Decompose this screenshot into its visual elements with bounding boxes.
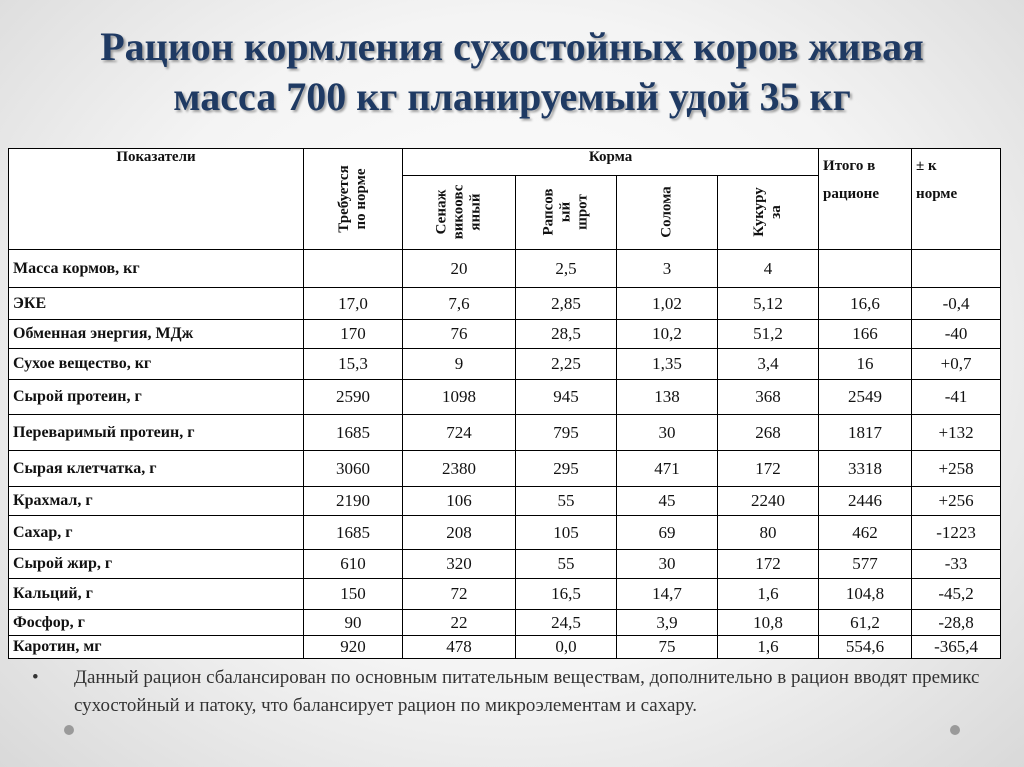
- row-label: Сырой протеин, г: [9, 380, 304, 415]
- cell-feed-1: 724: [403, 415, 516, 451]
- row-label: Фосфор, г: [9, 610, 304, 636]
- cell-feed-1: 1098: [403, 380, 516, 415]
- table-row: [9, 415, 1001, 451]
- cell-required: 610: [304, 550, 403, 579]
- cell-feed-4: 2240: [718, 487, 819, 516]
- cell-feed-2: 55: [516, 550, 617, 579]
- summary-text: Данный рацион сбалансирован по основным питательным веществам, дополнительно в рацион вводят премикс сухостойный и патоку, что балансирует рацион по микроэлементам и сахару.: [74, 667, 980, 716]
- row-label: Сухое вещество, кг: [9, 349, 304, 380]
- cell-total: 16: [819, 349, 912, 380]
- cell-required: 15,3: [304, 349, 403, 380]
- nav-dot-right[interactable]: [950, 725, 960, 735]
- table-row: [9, 451, 1001, 487]
- table-row: [9, 288, 1001, 320]
- cell-feed-2: 2,25: [516, 349, 617, 380]
- cell-feed-3: 1,35: [617, 349, 718, 380]
- cell-total: 61,2: [819, 610, 912, 636]
- cell-feed-2: 295: [516, 451, 617, 487]
- table-row: [9, 579, 1001, 610]
- cell-feed-3: 3: [617, 250, 718, 288]
- cell-total: 462: [819, 516, 912, 550]
- row-label: Сырая клетчатка, г: [9, 451, 304, 487]
- table-row: [9, 320, 1001, 349]
- cell-diff: +256: [912, 487, 1001, 516]
- cell-feed-2: 105: [516, 516, 617, 550]
- cell-diff: -41: [912, 380, 1001, 415]
- cell-feed-4: 3,4: [718, 349, 819, 380]
- table-row: [9, 487, 1001, 516]
- cell-required: 1685: [304, 516, 403, 550]
- cell-feed-3: 45: [617, 487, 718, 516]
- cell-feed-1: 2380: [403, 451, 516, 487]
- header-total: Итого в рационе: [819, 149, 912, 250]
- table-row: [9, 636, 1001, 659]
- cell-feed-1: 320: [403, 550, 516, 579]
- cell-feed-4: 172: [718, 451, 819, 487]
- cell-feed-3: 30: [617, 550, 718, 579]
- cell-feed-1: 72: [403, 579, 516, 610]
- cell-required: 150: [304, 579, 403, 610]
- cell-diff: +0,7: [912, 349, 1001, 380]
- row-label: Сырой жир, г: [9, 550, 304, 579]
- cell-feed-1: 22: [403, 610, 516, 636]
- cell-diff: -28,8: [912, 610, 1001, 636]
- cell-feed-2: 28,5: [516, 320, 617, 349]
- cell-feed-4: 1,6: [718, 579, 819, 610]
- cell-feed-2: 795: [516, 415, 617, 451]
- cell-feed-2: 945: [516, 380, 617, 415]
- ration-table: [8, 148, 1001, 659]
- table-row: [9, 250, 1001, 288]
- cell-feed-2: 2,85: [516, 288, 617, 320]
- cell-feed-4: 268: [718, 415, 819, 451]
- cell-required: 1685: [304, 415, 403, 451]
- cell-diff: +132: [912, 415, 1001, 451]
- cell-feed-1: 76: [403, 320, 516, 349]
- cell-total: 2549: [819, 380, 912, 415]
- table-row: [9, 349, 1001, 380]
- row-label: Масса кормов, кг: [9, 250, 304, 288]
- cell-total: 1817: [819, 415, 912, 451]
- title-line-1: Рацион кормления сухостойных коров живая: [100, 24, 924, 69]
- cell-feed-4: 5,12: [718, 288, 819, 320]
- cell-feed-4: 1,6: [718, 636, 819, 659]
- table-row: [9, 610, 1001, 636]
- cell-diff: [912, 250, 1001, 288]
- cell-feed-3: 69: [617, 516, 718, 550]
- cell-diff: -0,4: [912, 288, 1001, 320]
- cell-diff: -45,2: [912, 579, 1001, 610]
- row-label: Обменная энергия, МДж: [9, 320, 304, 349]
- header-feed-4: Кукуру за: [718, 175, 819, 249]
- cell-diff: -40: [912, 320, 1001, 349]
- cell-feed-3: 3,9: [617, 610, 718, 636]
- row-label: Кальций, г: [9, 579, 304, 610]
- header-feed-3: Солома: [617, 175, 718, 249]
- cell-feed-4: 172: [718, 550, 819, 579]
- nav-dot-left[interactable]: [64, 725, 74, 735]
- row-label: Крахмал, г: [9, 487, 304, 516]
- cell-feed-1: 7,6: [403, 288, 516, 320]
- cell-feed-4: 10,8: [718, 610, 819, 636]
- header-feed-1: Сенаж викоовс яный: [403, 175, 516, 249]
- cell-feed-2: 0,0: [516, 636, 617, 659]
- cell-required: 170: [304, 320, 403, 349]
- title-line-2: масса 700 кг планируемый удой 35 кг: [173, 74, 851, 119]
- cell-total: 104,8: [819, 579, 912, 610]
- cell-feed-1: 20: [403, 250, 516, 288]
- cell-feed-1: 478: [403, 636, 516, 659]
- cell-total: 577: [819, 550, 912, 579]
- cell-total: 166: [819, 320, 912, 349]
- cell-diff: -365,4: [912, 636, 1001, 659]
- header-required: Требуется по норме: [304, 149, 403, 250]
- cell-total: 2446: [819, 487, 912, 516]
- cell-total: 16,6: [819, 288, 912, 320]
- slide-title: [0, 22, 1024, 122]
- cell-total: 3318: [819, 451, 912, 487]
- cell-required: 2190: [304, 487, 403, 516]
- cell-feed-2: 16,5: [516, 579, 617, 610]
- cell-feed-1: 208: [403, 516, 516, 550]
- cell-required: 17,0: [304, 288, 403, 320]
- cell-feed-3: 75: [617, 636, 718, 659]
- header-diff: ± к норме: [912, 149, 1001, 250]
- cell-feed-2: 2,5: [516, 250, 617, 288]
- cell-diff: -33: [912, 550, 1001, 579]
- cell-feed-3: 1,02: [617, 288, 718, 320]
- cell-feed-2: 55: [516, 487, 617, 516]
- cell-feed-1: 9: [403, 349, 516, 380]
- row-label: ЭКЕ: [9, 288, 304, 320]
- cell-feed-3: 10,2: [617, 320, 718, 349]
- row-label: Сахар, г: [9, 516, 304, 550]
- cell-feed-4: 368: [718, 380, 819, 415]
- cell-feed-2: 24,5: [516, 610, 617, 636]
- table-row: [9, 516, 1001, 550]
- cell-feed-3: 14,7: [617, 579, 718, 610]
- cell-feed-4: 80: [718, 516, 819, 550]
- cell-required: 90: [304, 610, 403, 636]
- cell-feed-3: 471: [617, 451, 718, 487]
- cell-feed-4: 4: [718, 250, 819, 288]
- cell-required: [304, 250, 403, 288]
- row-label: Каротин, мг: [9, 636, 304, 659]
- cell-feed-3: 30: [617, 415, 718, 451]
- cell-required: 2590: [304, 380, 403, 415]
- cell-feed-4: 51,2: [718, 320, 819, 349]
- table-row: [9, 550, 1001, 579]
- header-feed-2: Рапсов ый шрот: [516, 175, 617, 249]
- cell-total: 554,6: [819, 636, 912, 659]
- bullet-symbol: •: [32, 667, 39, 688]
- header-indicators: Показатели: [9, 149, 304, 250]
- header-feeds: Корма: [403, 149, 819, 176]
- cell-required: 920: [304, 636, 403, 659]
- cell-feed-3: 138: [617, 380, 718, 415]
- cell-total: [819, 250, 912, 288]
- cell-diff: -1223: [912, 516, 1001, 550]
- row-label: Переваримый протеин, г: [9, 415, 304, 451]
- cell-diff: +258: [912, 451, 1001, 487]
- cell-required: 3060: [304, 451, 403, 487]
- table-row: [9, 380, 1001, 415]
- cell-feed-1: 106: [403, 487, 516, 516]
